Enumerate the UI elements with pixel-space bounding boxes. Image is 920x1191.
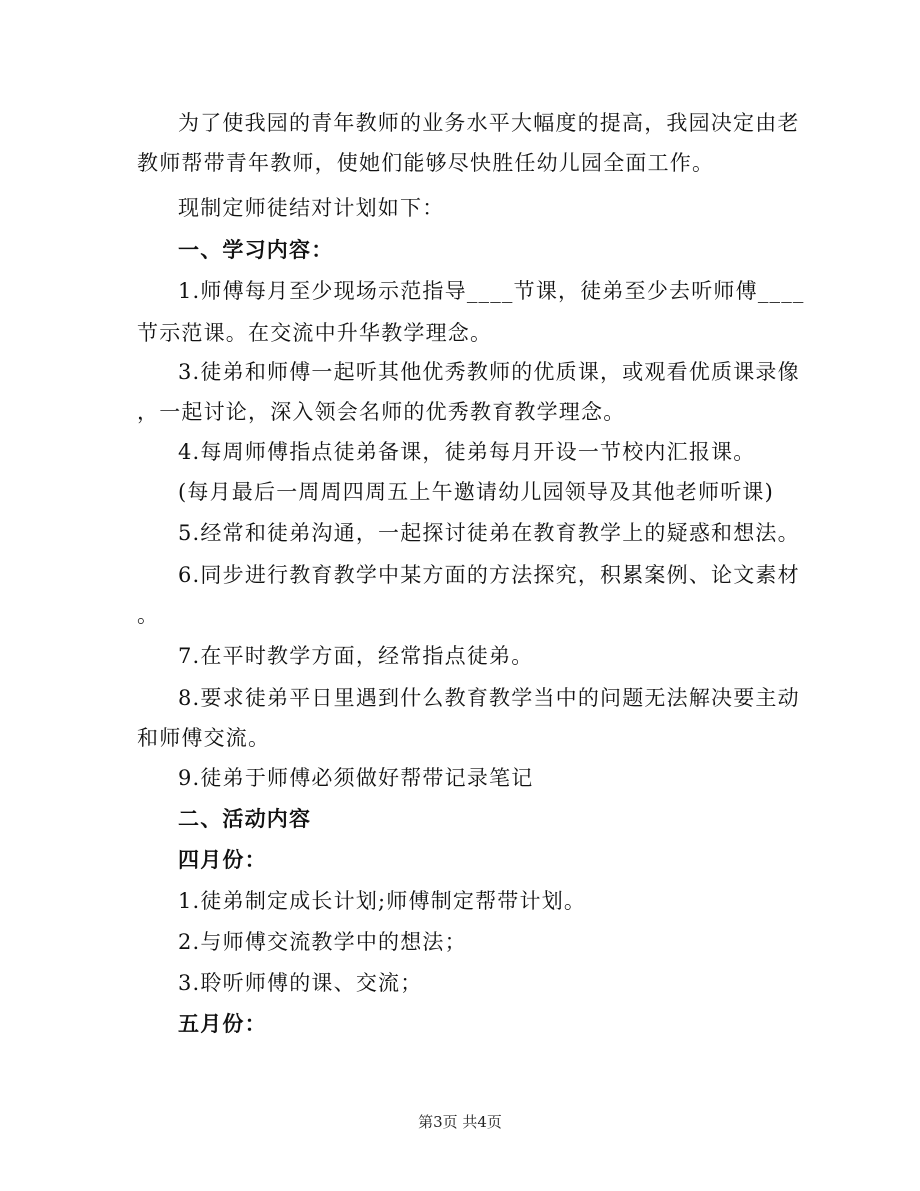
section-heading-study: 一、学习内容：	[178, 237, 334, 262]
list-item-1-line-1: 1.师傅每月至少现场示范指导____节课，徒弟至少去听师傅____	[178, 279, 805, 303]
list-item-6-line-2: 。	[137, 603, 160, 627]
list-item-5: 5.经常和徒弟沟通，一起探讨徒弟在教育教学上的疑惑和想法。	[178, 521, 800, 545]
april-item-2: 2.与师傅交流教学中的想法；	[178, 930, 467, 954]
list-item-8-line-2: 和师傅交流。	[137, 726, 271, 750]
list-item-4-note: (每月最后一周周四周五上午邀请幼儿园领导及其他老师听课)	[178, 480, 774, 504]
paragraph-plan-intro: 现制定师徒结对计划如下：	[178, 196, 445, 220]
april-item-3: 3.聆听师傅的课、交流；	[178, 971, 423, 995]
list-item-3-line-1: 3.徒弟和师傅一起听其他优秀教师的优质课，或观看优质课录像	[178, 360, 800, 384]
paragraph-intro-line-1: 为了使我园的青年教师的业务水平大幅度的提高，我园决定由老	[178, 111, 800, 135]
list-item-1-line-2: 节示范课。在交流中升华教学理念。	[137, 321, 493, 345]
list-item-7: 7.在平时教学方面，经常指点徒弟。	[178, 644, 534, 668]
page-footer: 第3页 共4页	[418, 1113, 502, 1131]
month-heading-april: 四月份：	[178, 847, 267, 872]
list-item-4: 4.每周师傅指点徒弟备课，徒弟每月开设一节校内汇报课。	[178, 440, 756, 464]
list-item-3-line-2: ，一起讨论，深入领会名师的优秀教育教学理念。	[137, 400, 626, 424]
paragraph-intro-line-2: 教师帮带青年教师，使她们能够尽快胜任幼儿园全面工作。	[137, 151, 715, 175]
list-item-9: 9.徒弟于师傅必须做好帮带记录笔记	[178, 766, 534, 790]
month-heading-may: 五月份：	[178, 1011, 267, 1036]
section-heading-activities: 二、活动内容	[178, 806, 312, 831]
list-item-6-line-1: 6.同步进行教育教学中某方面的方法探究，积累案例、论文素材	[178, 563, 800, 587]
april-item-1: 1.徒弟制定成长计划;师傅制定帮带计划。	[178, 889, 587, 913]
list-item-8-line-1: 8.要求徒弟平日里遇到什么教育教学当中的问题无法解决要主动	[178, 686, 800, 710]
